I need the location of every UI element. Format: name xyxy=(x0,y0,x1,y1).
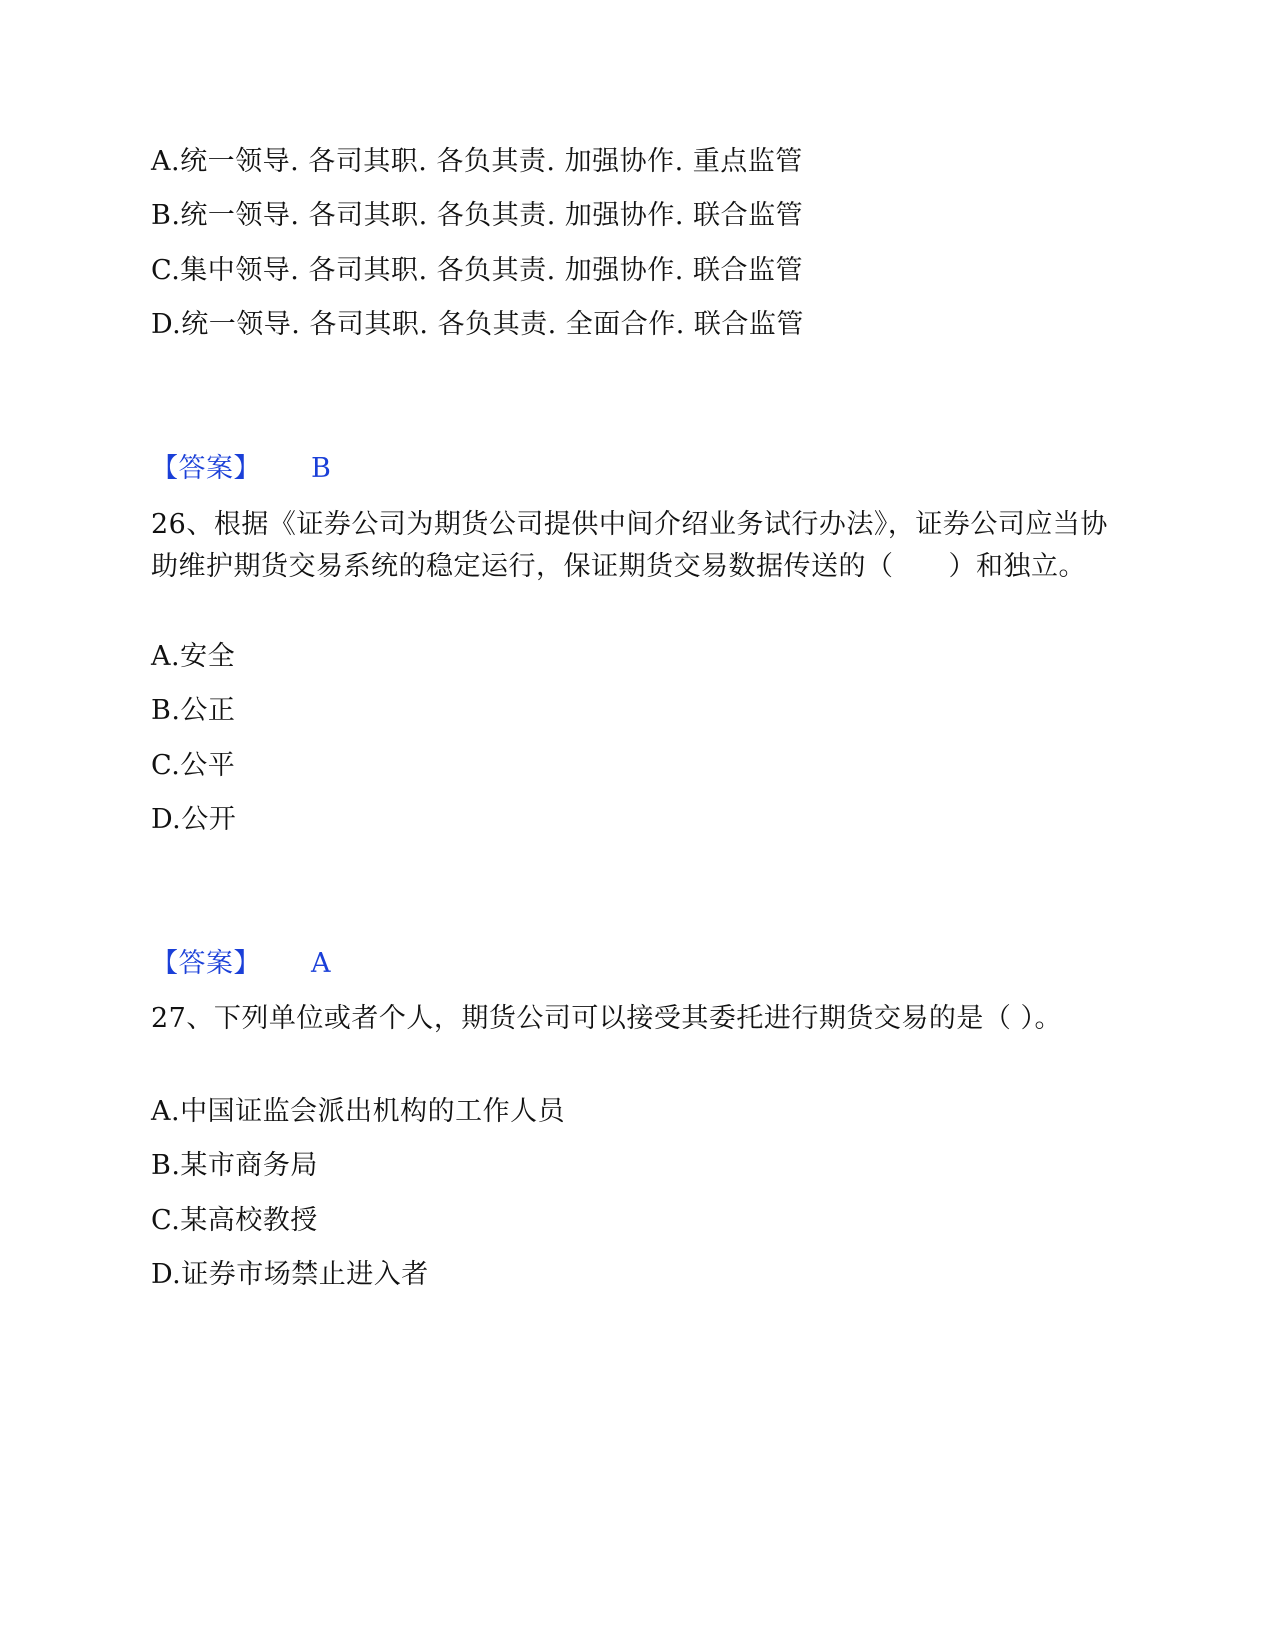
q26-option-b: B.公正 xyxy=(151,695,236,726)
q27-option-c: C.某高校教授 xyxy=(151,1205,318,1236)
q26-option-a: A.安全 xyxy=(151,641,236,672)
q27-option-a: A.中国证监会派出机构的工作人员 xyxy=(151,1096,566,1127)
q25-option-c: C.集中领导. 各司其职. 各负其责. 加强协作. 联合监管 xyxy=(151,255,803,286)
q25-answer-label: 【答案】 xyxy=(151,453,261,484)
q25-option-a: A.统一领导. 各司其职. 各负其责. 加强协作. 重点监管 xyxy=(151,146,803,177)
q26-option-d: D.公开 xyxy=(151,804,237,835)
q27-question-text: 27、下列单位或者个人，期货公司可以接受其委托进行期货交易的是（ ）。 xyxy=(151,1003,1062,1034)
q27-option-b: B.某市商务局 xyxy=(151,1150,318,1181)
q25-answer xyxy=(151,452,331,486)
q26-question-text: 26、根据《证券公司为期货公司提供中间介绍业务试行办法》，证券公司应当协助维护期货交易系统的稳定运行，保证期货交易数据传送的（ ）和独立。 xyxy=(151,509,1108,582)
q26-answer xyxy=(151,947,331,981)
q26-answer-value: A xyxy=(311,948,331,979)
q25-answer-value: B xyxy=(311,453,332,484)
q25-option-b: B.统一领导. 各司其职. 各负其责. 加强协作. 联合监管 xyxy=(151,200,804,231)
q25-option-d: D.统一领导. 各司其职. 各负其责. 全面合作. 联合监管 xyxy=(151,309,804,340)
q26-answer-label: 【答案】 xyxy=(151,948,261,979)
q26-option-c: C.公平 xyxy=(151,750,236,781)
q27-option-d: D.证券市场禁止进入者 xyxy=(151,1259,429,1290)
